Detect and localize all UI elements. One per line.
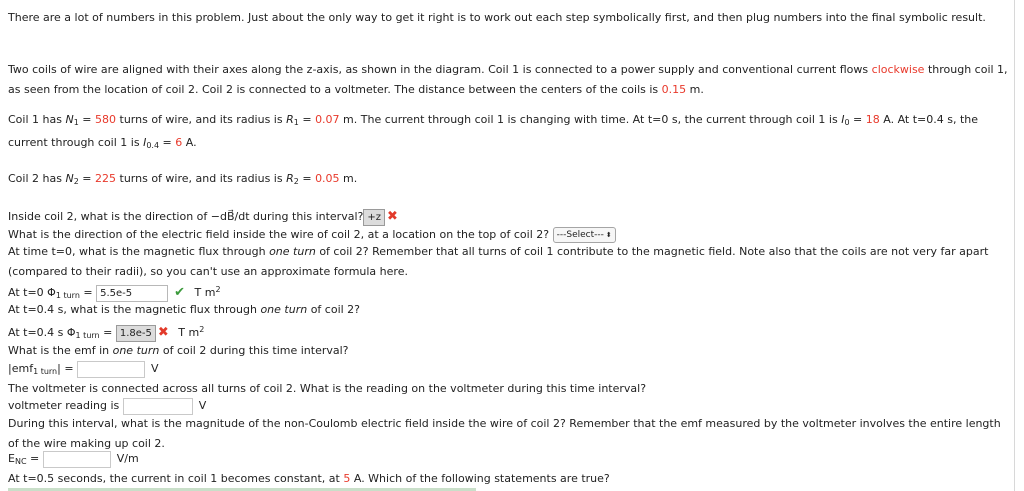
q3-question: At time t=0, what is the magnetic flux through one turn of coil 2? Remember that all turns of coil 1 contribute to the magnetic field. Note also that the coils are not very far apart (compared to their radii), so you can't use an approximate formula here.	[8, 245, 989, 278]
n2-value: 225	[95, 172, 117, 185]
q3-answer-field[interactable]: 5.5e-5	[96, 285, 168, 302]
select-arrows-icon: ⬍	[605, 231, 612, 239]
coil2-text: Coil 2 has $N_2 = 225$ turns of wire, and its radius is $R_2 = 0.05$ m.	[8, 172, 358, 186]
i04-value: 6	[175, 136, 183, 149]
coil-distance: 0.15	[661, 83, 687, 96]
q5-row: |emf$_{1 turn}$| = V	[8, 362, 159, 376]
r2-value: 0.05	[315, 172, 340, 185]
correct-icon: ✔	[174, 285, 186, 300]
q4-row: At t=0.4 s $\Phi_{1 turn} = 1.8e-5$ ✖ T $m^2$	[8, 325, 205, 340]
q1-question: Inside coil 2, what is the direction of −dB⃗/dt during this interval?	[8, 210, 364, 223]
q1-row	[8, 207, 1010, 227]
q4-answer-field[interactable]: 1.8e-5	[116, 325, 156, 342]
q3-row: At t=0 $\Phi_{1 turn} = 5.5e-5$ ✔ T $m^2$	[8, 285, 221, 300]
n1-value: 580	[95, 113, 117, 126]
i0-value: 18	[865, 113, 880, 126]
q6-question: The voltmeter is connected across all turns of coil 2. What is the reading on the voltmeter during this time interval?	[8, 382, 647, 395]
q2-direction-select[interactable]: ---Select--- ⬍	[553, 227, 616, 243]
constant-current-value: 5	[343, 472, 351, 485]
q5-emf-input[interactable]	[77, 361, 145, 378]
intro-text: There are a lot of numbers in this problem. Just about the only way to get it right is to work out each step symbolically first, and then plug numbers into the final symbolic result.	[8, 11, 986, 24]
setup-text: Two coils of wire are aligned with their axes along the z-axis, as shown in the diagram. Coil 1 is connected to a power supply and conventional current flows clockwise through coil 1, as seen from the location of coil 2. Coil 2 is connected to a voltmeter. The distance between the centers of the coils is 0.15 m.	[8, 63, 1008, 96]
coil1-text: Coil 1 has $N_1 = 580$ turns of wire, and its radius is $R_1 = 0.07$ m. The current through coil 1 is changing with time. At t=0 s, the current through coil 1 is $I_0 = 18$ A. At t=0.4 s, the current through coil 1 is $I_{0.4} = 6$ A.	[8, 113, 979, 150]
current-direction: clockwise	[871, 63, 925, 76]
q5-question: What is the emf in one turn of coil 2 during this time interval?	[8, 344, 349, 357]
q8-question: At t=0.5 seconds, the current in coil 1 becomes constant, at 5 A. Which of the following statements are true?	[8, 472, 610, 485]
q7-enc-input[interactable]	[43, 451, 111, 468]
q7-row: $E_{NC} = V/m$	[8, 452, 139, 466]
q1-answer-field[interactable]: +z	[363, 209, 385, 226]
r1-value: 0.07	[315, 113, 340, 126]
q6-voltmeter-input[interactable]	[123, 398, 193, 415]
incorrect-icon: ✖	[387, 209, 398, 224]
q2-question: What is the direction of the electric field inside the wire of coil 2, at a location on the top of coil 2?	[8, 228, 550, 241]
incorrect-icon: ✖	[157, 325, 169, 340]
q4-question: At t=0.4 s, what is the magnetic flux through one turn of coil 2?	[8, 303, 361, 316]
q6-row: voltmeter reading is V	[8, 396, 1010, 416]
q7-question: During this interval, what is the magnitude of the non-Coulomb electric field inside the wire of coil 2? Remember that the emf measured by the voltmeter involves the entire length of the wire making up coil 2.	[8, 417, 1001, 450]
